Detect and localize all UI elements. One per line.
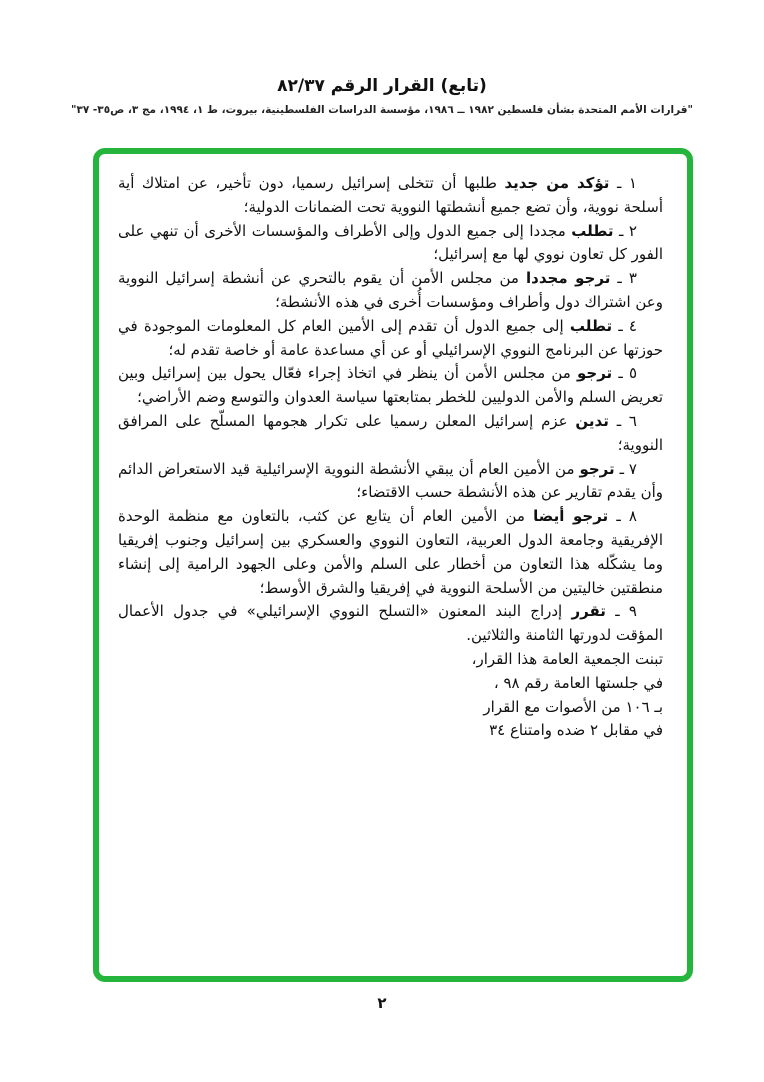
resolution-paragraph-6 <box>118 410 663 458</box>
adoption-note-line: في مقابل ٢ ضده وامتناع ٣٤ <box>489 721 663 740</box>
paragraph-number: ١ ـ <box>616 174 637 192</box>
paragraph-text: من مجلس الأمن أن يقوم بالتحري عن أنشطة إسرائيل النووية وعن اشتراك دول وأطراف ومؤسسات أُخرى في هذه الأنشطة؛ <box>118 269 663 311</box>
paragraph-lead: تطلب <box>569 316 613 335</box>
paragraph-number: ٣ ـ <box>617 269 637 288</box>
paragraph-lead: ترجو مجددا <box>526 269 611 288</box>
source-citation-line: "قرارات الأمم المتحدة بشأن فلسطين ١٩٨٢ ــ ١٩٨٦، مؤسسة الدراسات الفلسطينية، بيروت، ط ١، ١٩٩٤، مج ٣، ص٣٥- ٣٧" <box>70 104 694 116</box>
paragraph-text: من مجلس الأمن أن ينظر في اتخاذ إجراء فعّال يحول بين إسرائيل وبين تعريض السلم والأمن الدوليين للخطر بمتابعتها سياسة العدوان والتوسع وضم الأراضي؛ <box>118 364 663 407</box>
resolution-paragraph-2 <box>118 220 663 268</box>
paragraph-text: مجددا إلى جميع الدول وإلى الأطراف والمؤسسات الأخرى أن تنهي على الفور كل تعاون نووي لها مع إسرائيل؛ <box>118 221 663 264</box>
resolution-paragraph-7 <box>118 458 663 506</box>
paragraph-number: ٧ ـ <box>619 459 637 478</box>
paragraph-number: ٨ ـ <box>616 507 637 526</box>
paragraph-lead: ترجو أيضا <box>533 507 609 526</box>
paragraph-lead: ترجو <box>579 459 615 478</box>
paragraph-lead: تطلب <box>571 221 614 240</box>
resolution-paragraph-1 <box>118 172 663 220</box>
resolution-paragraph-4 <box>118 315 663 363</box>
page-title: (تابع) القرار الرقم ٨٢/٣٧ <box>277 76 487 96</box>
paragraph-lead: تؤكد من جديد <box>504 174 610 192</box>
paragraph-lead: تدين <box>575 411 609 430</box>
adoption-note-line: في جلستها العامة رقم ٩٨ ، <box>493 673 663 692</box>
paragraph-number: ٩ ـ <box>615 602 637 621</box>
adoption-note-line: تبنت الجمعية العامة هذا القرار، <box>471 649 663 668</box>
paragraph-text: عزم إسرائيل المعلن رسميا على تكرار هجومها المسلّح على المرافق النووية؛ <box>118 411 663 454</box>
resolution-paragraph-3 <box>118 267 663 315</box>
paragraph-lead: تقرر <box>571 602 606 621</box>
paragraph-number: ٦ ـ <box>616 411 637 430</box>
resolution-paragraph-9 <box>118 600 663 648</box>
document-header <box>0 76 764 116</box>
resolution-body <box>118 172 663 743</box>
adoption-note-line: بـ ١٠٦ من الأصوات مع القرار <box>483 697 663 716</box>
resolution-paragraph-8 <box>118 505 663 600</box>
paragraph-text: إدراج البند المعنون «التسلح النووي الإسرائيلي» في جدول الأعمال المؤقت لدورتها الثامنة والثلاثين. <box>118 602 663 645</box>
paragraph-text: من الأمين العام أن يتابع عن كثب، بالتعاون مع منظمة الوحدة الإفريقية وجامعة الدول العربية، التعاون النووي والعسكري بين إسرائيل وجنوب إفريقيا وما يشكّله هذا التعاون من أخطار على السلم والأمن وعلى الجهود الرامية إلى إنشاء منطقتين خاليتين من الأسلحة النووية في إفريقيا والشرق الأوسط؛ <box>118 507 663 597</box>
paragraph-number: ٥ ـ <box>618 364 637 383</box>
page-number: ٢ <box>377 994 387 1012</box>
paragraph-text: من الأمين العام أن يبقي الأنشطة النووية الإسرائيلية قيد الاستعراض الدائم وأن يقدم تقارير عن هذه الأنشطة حسب الاقتضاء؛ <box>118 459 663 502</box>
paragraph-number: ٢ ـ <box>619 221 637 240</box>
resolution-paragraph-5 <box>118 362 663 410</box>
paragraph-number: ٤ ـ <box>618 316 637 335</box>
paragraph-text: طلبها أن تتخلى إسرائيل رسميا، دون تأخير، عن امتلاك أية أسلحة نووية، وأن تضع جميع أنشطتها النووية تحت الضمانات الدولية؛ <box>118 174 663 216</box>
paragraph-lead: ترجو <box>577 364 613 383</box>
paragraph-text: إلى جميع الدول أن تقدم إلى الأمين العام كل المعلومات الموجودة في حوزتها عن البرنامج النووي الإسرائيلي أو عن أي مساعدة عامة أو خاصة تقدم له؛ <box>118 316 663 359</box>
